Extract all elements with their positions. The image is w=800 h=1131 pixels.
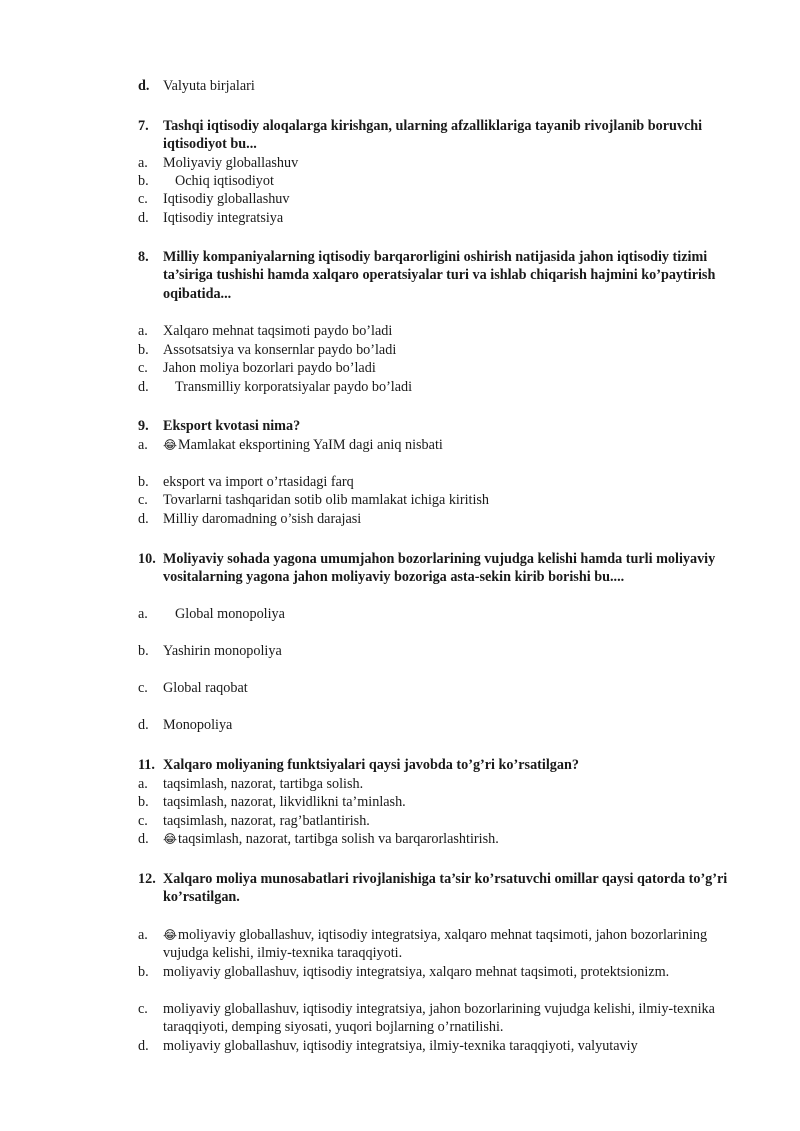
question-text — [163, 117, 740, 154]
answer-option — [138, 679, 740, 697]
option-letter: b. — [138, 342, 149, 358]
option-text — [163, 716, 740, 734]
text-content: taqsimlash, nazorat, rag’batlantirish. — [163, 813, 370, 829]
text-content: Xalqaro mehnat taqsimoti paydo bo’ladi — [163, 323, 393, 339]
answer-option — [138, 190, 740, 208]
option-text — [163, 510, 740, 528]
question-number: 9. — [138, 418, 149, 434]
question-number: 10. — [138, 551, 156, 567]
question-text — [163, 870, 740, 907]
text-content: Jahon moliya bozorlari paydo bo’ladi — [163, 360, 376, 376]
option-letter: c. — [138, 680, 148, 696]
text-content: Global raqobat — [163, 680, 248, 696]
question — [138, 248, 740, 303]
option-text — [163, 642, 740, 660]
answer-option — [138, 154, 740, 172]
answer-option — [138, 605, 740, 623]
option-letter: a. — [138, 155, 148, 171]
text-content: Mamlakat eksportining YaIM dagi aniq nisbati — [178, 437, 443, 453]
option-text — [163, 359, 740, 377]
text-content: moliyaviy globallashuv, iqtisodiy integratsiya, ilmiy-texnika taraqqiyoti, valyutaviy — [163, 1038, 638, 1054]
option-letter: b. — [138, 173, 149, 189]
laughing-face-icon: 😂 — [163, 928, 178, 942]
text-content: moliyaviy globallashuv, iqtisodiy integratsiya, xalqaro mehnat taqsimoti, jahon bozorlarining vujudga kelishi, ilmiy-texnika taraqqiyoti. — [163, 927, 708, 962]
option-text — [163, 436, 740, 454]
option-letter: c. — [138, 1001, 148, 1017]
question-number: 8. — [138, 249, 149, 265]
answer-option — [138, 1037, 740, 1055]
option-text — [163, 1000, 740, 1037]
option-text — [163, 679, 740, 697]
text-content: Transmilliy korporatsiyalar paydo bo’ladi — [175, 379, 413, 395]
question — [138, 550, 740, 587]
option-text — [163, 473, 740, 491]
option-letter: b. — [138, 964, 149, 980]
text-content: taqsimlash, nazorat, likvidlikni ta’minlash. — [163, 794, 406, 810]
option-letter: b. — [138, 794, 149, 810]
answer-option — [138, 812, 740, 830]
option-text — [163, 963, 740, 981]
text-content: Yashirin monopoliya — [163, 643, 282, 659]
laughing-face-icon: 😂 — [163, 832, 178, 846]
text-content: Milliy kompaniyalarning iqtisodiy barqarorligini oshirish natijasida jahon iqtisodiy tizimi ta’siriga tushishi hamda xalqaro operatsiyalar turi va ishlab chiqarish hajmini ko’paytirish oqibatida... — [163, 249, 716, 302]
answer-option — [138, 77, 740, 95]
text-content: Valyuta birjalari — [163, 78, 255, 94]
text-content: Xalqaro moliyaning funktsiyalari qaysi javobda to’g’ri ko’rsatilgan? — [163, 757, 579, 773]
option-letter: d. — [138, 1038, 149, 1054]
question — [138, 417, 740, 435]
option-letter: a. — [138, 437, 148, 453]
text-content: Moliyaviy sohada yagona umumjahon bozorlarining vujudga kelishi hamda turli moliyaviy vositalarning yagona jahon moliyaviy bozoriga asta-sekin kirib borishi bu.... — [163, 551, 716, 586]
text-content: Monopoliya — [163, 717, 233, 733]
question — [138, 756, 740, 774]
option-text — [163, 830, 740, 848]
answer-option — [138, 830, 740, 848]
answer-option — [138, 926, 740, 963]
option-letter: d. — [138, 379, 149, 395]
question-number: 12. — [138, 871, 156, 887]
answer-option — [138, 716, 740, 734]
answer-option — [138, 322, 740, 340]
answer-option — [138, 436, 740, 454]
option-letter: d. — [138, 210, 149, 226]
question-number: 7. — [138, 118, 149, 134]
laughing-face-icon: 😂 — [163, 438, 178, 452]
option-text — [175, 378, 740, 396]
option-letter: b. — [138, 474, 149, 490]
option-text — [163, 322, 740, 340]
option-text — [175, 605, 740, 623]
option-text — [163, 209, 740, 227]
answer-option — [138, 793, 740, 811]
text-content: Ochiq iqtisodiyot — [175, 173, 274, 189]
option-text — [163, 812, 740, 830]
option-text — [163, 1037, 740, 1055]
text-content: taqsimlash, nazorat, tartibga solish. — [163, 776, 364, 792]
option-text — [163, 341, 740, 359]
answer-option — [138, 341, 740, 359]
option-letter: d. — [138, 511, 149, 527]
text-content: Tashqi iqtisodiy aloqalarga kirishgan, ularning afzalliklariga tayanib rivojlanib boruvchi iqtisodiyot bu... — [163, 118, 703, 153]
text-content: Moliyaviy globallashuv — [163, 155, 299, 171]
option-text — [163, 77, 740, 95]
answer-option — [138, 359, 740, 377]
text-content: moliyaviy globallashuv, iqtisodiy integratsiya, xalqaro mehnat taqsimoti, protektsionizm. — [163, 964, 670, 980]
text-content: Assotsatsiya va konsernlar paydo bo’ladi — [163, 342, 397, 358]
question-text — [163, 550, 740, 587]
answer-option — [138, 642, 740, 660]
option-letter: c. — [138, 191, 148, 207]
answer-option — [138, 172, 740, 190]
option-letter: b. — [138, 643, 149, 659]
text-content: Eksport kvotasi nima? — [163, 418, 301, 434]
text-content: Xalqaro moliya munosabatlari rivojlanishiga ta’sir ko’rsatuvchi omillar qaysi qatorda to’g’ri ko’rsatilgan. — [163, 871, 728, 906]
answer-option — [138, 473, 740, 491]
answer-option — [138, 209, 740, 227]
option-letter: a. — [138, 323, 148, 339]
option-letter: a. — [138, 606, 148, 622]
text-content: Global monopoliya — [175, 606, 285, 622]
answer-option — [138, 963, 740, 981]
option-letter: d. — [138, 831, 149, 847]
text-content: eksport va import o’rtasidagi farq — [163, 474, 354, 490]
option-letter: c. — [138, 813, 148, 829]
text-content: moliyaviy globallashuv, iqtisodiy integratsiya, jahon bozorlarining vujudga kelishi, ilmiy-texnika taraqqiyoti, demping siyosati, yuqori bojlarning o’rnatilishi. — [163, 1001, 715, 1036]
text-content: Milliy daromadning o’sish darajasi — [163, 511, 362, 527]
question — [138, 117, 740, 154]
answer-option — [138, 1000, 740, 1037]
option-letter: d. — [138, 78, 150, 94]
question-number: 11. — [138, 757, 155, 773]
text-content: Iqtisodiy globallashuv — [163, 191, 290, 207]
option-text — [163, 154, 740, 172]
question-text — [163, 417, 740, 435]
option-text — [163, 775, 740, 793]
text-content: taqsimlash, nazorat, tartibga solish va barqarorlashtirish. — [178, 831, 499, 847]
question-text — [163, 248, 740, 303]
text-content: Tovarlarni tashqaridan sotib olib mamlakat ichiga kiritish — [163, 492, 490, 508]
option-letter: c. — [138, 492, 148, 508]
option-text — [175, 172, 740, 190]
option-text — [163, 491, 740, 509]
option-letter: a. — [138, 927, 148, 943]
question-text — [163, 756, 740, 774]
option-letter: a. — [138, 776, 148, 792]
option-text — [163, 793, 740, 811]
option-letter: c. — [138, 360, 148, 376]
option-text — [163, 926, 740, 963]
answer-option — [138, 775, 740, 793]
answer-option — [138, 378, 740, 396]
question — [138, 870, 740, 907]
answer-option — [138, 510, 740, 528]
answer-option — [138, 491, 740, 509]
text-content: Iqtisodiy integratsiya — [163, 210, 284, 226]
option-text — [163, 190, 740, 208]
option-letter: d. — [138, 717, 149, 733]
